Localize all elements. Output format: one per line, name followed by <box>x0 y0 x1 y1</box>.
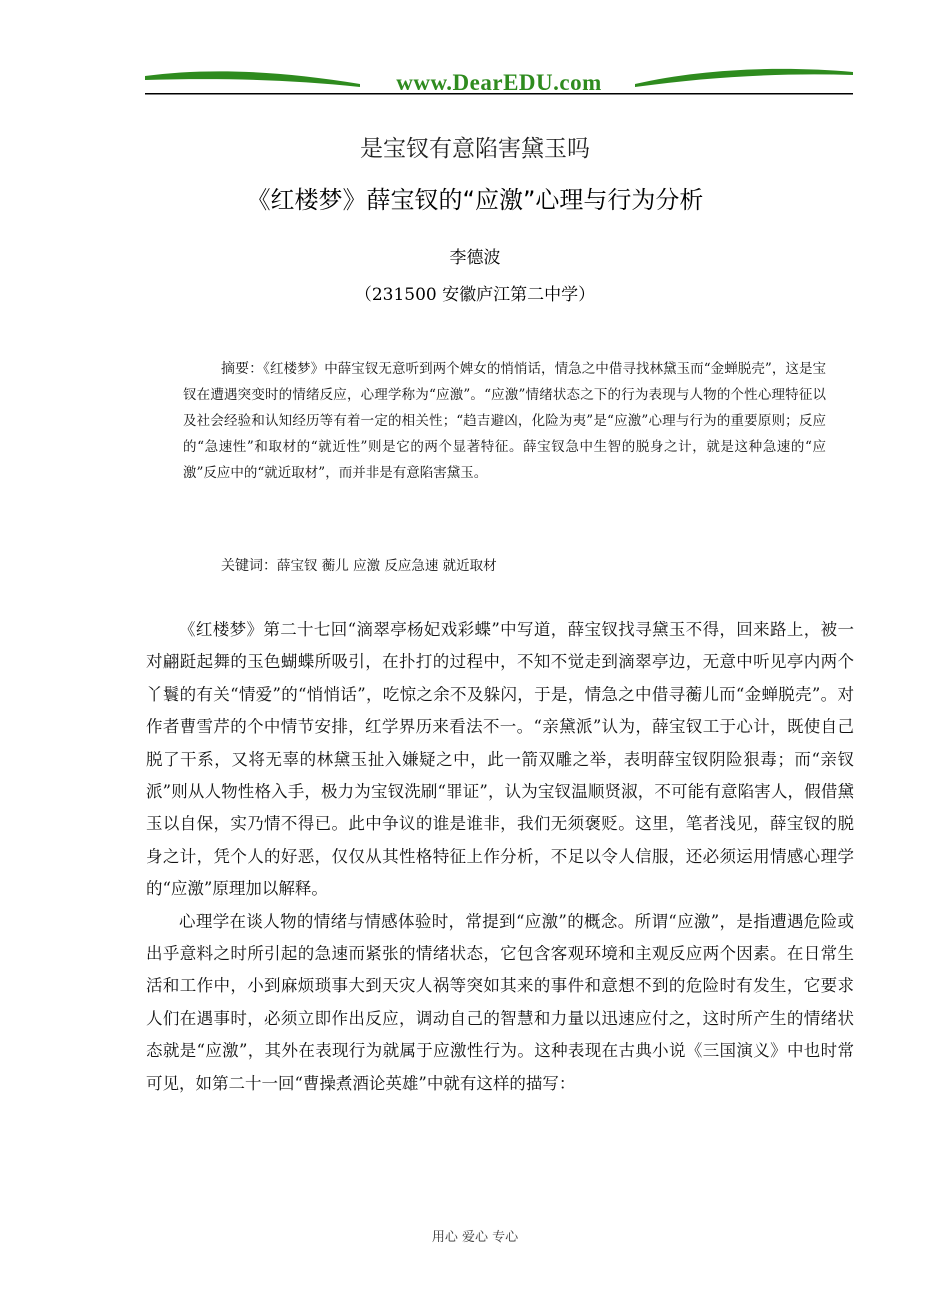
body-paragraph: 心理学在谈人物的情绪与情感体验时，常提到“应激”的概念。所谓“应激”，是指遭遇危险或出乎意料之时所引起的急速而紧张的情绪状态，它包含客观环境和主观反应两个因素。在日常生活和工作中，小到麻烦琐事大到天灾人祸等突如其来的事件和意想不到的危险时有发生，它要求人们在遇事时，必须立即作出反应，调动自己的智慧和力量以迅速应付之，这时所产生的情绪状态就是“应激”，其外在表现行为就属于应激性行为。这种表现在古典小说《三国演义》中也时常可见，如第二十一回“曹操煮酒论英雄”中就有这样的描写： <box>146 911 854 1093</box>
author-affiliation: （231500 安徽庐江第二中学） <box>354 285 596 305</box>
abstract-text: 《红楼梦》中薛宝钗无意听到两个婢女的悄悄话，情急之中借寻找林黛玉而“金蝉脱壳”，这是宝钗在遭遇突变时的情绪反应，心理学称为“应激”。“应激”情绪状态之下的行为表现与人物的个性心理特征以及社会经验和认知经历等有着一定的相关性；“趋吉避凶，化险为夷”是“应激”心理与行为的重要原则；反应的“急速性”和取材的“就近性”则是它的两个显著特征。薛宝钗急中生智的脱身之计，就是这种急速的“应激”反应中的“就近取材”，而并非是有意陷害黛玉。 <box>183 361 826 481</box>
page-footer: 用心 爱心 专心 <box>431 1230 519 1245</box>
abstract-label: 摘要： <box>221 361 264 377</box>
keywords-text: 薛宝钗 蘅儿 应激 反应急速 就近取材 <box>277 558 497 574</box>
body-paragraph: 《红楼梦》第二十七回“滴翠亭杨妃戏彩蝶”中写道，薛宝钗找寻黛玉不得，回来路上，被一对翩跹起舞的玉色蝴蝶所吸引，在扑打的过程中，不知不觉走到滴翠亭边，无意中听见亭内两个丫鬟的有关“情爱”的“悄悄话”，吃惊之余不及躲闪，于是，情急之中借寻蘅儿而“金蝉脱壳”。对作者曹雪芹的个中情节安排，红学界历来看法不一。“亲黛派”认为，薛宝钗工于心计，既使自己脱了干系，又将无辜的林黛玉扯入嫌疑之中，此一箭双雕之举，表明薛宝钗阴险狠毒；而“亲钗派”则从人物性格入手，极力为宝钗洗刷“罪证”，认为宝钗温顺贤淑，不可能有意陷害人，假借黛玉以自保，实乃情不得已。此中争议的谁是谁非，我们无须褒贬。这里，笔者浅见，薛宝钗的脱身之计，凭个人的好恶，仅仅从其性格特征上作分析，不足以令人信服，还必须运用情感心理学的“应激”原理加以解释。 <box>146 620 854 899</box>
abstract <box>183 356 826 486</box>
keywords <box>221 553 497 579</box>
page-title: 是宝钗有意陷害黛玉吗 <box>360 136 590 162</box>
keywords-label: 关键词： <box>221 558 277 574</box>
site-header-banner <box>145 62 853 102</box>
article-body <box>146 614 854 1100</box>
author-name: 李德波 <box>449 248 501 268</box>
page-subtitle: 《红楼梦》薛宝钗的“应激”心理与行为分析 <box>246 186 704 214</box>
site-name: www.DearEDU.com <box>396 70 602 95</box>
